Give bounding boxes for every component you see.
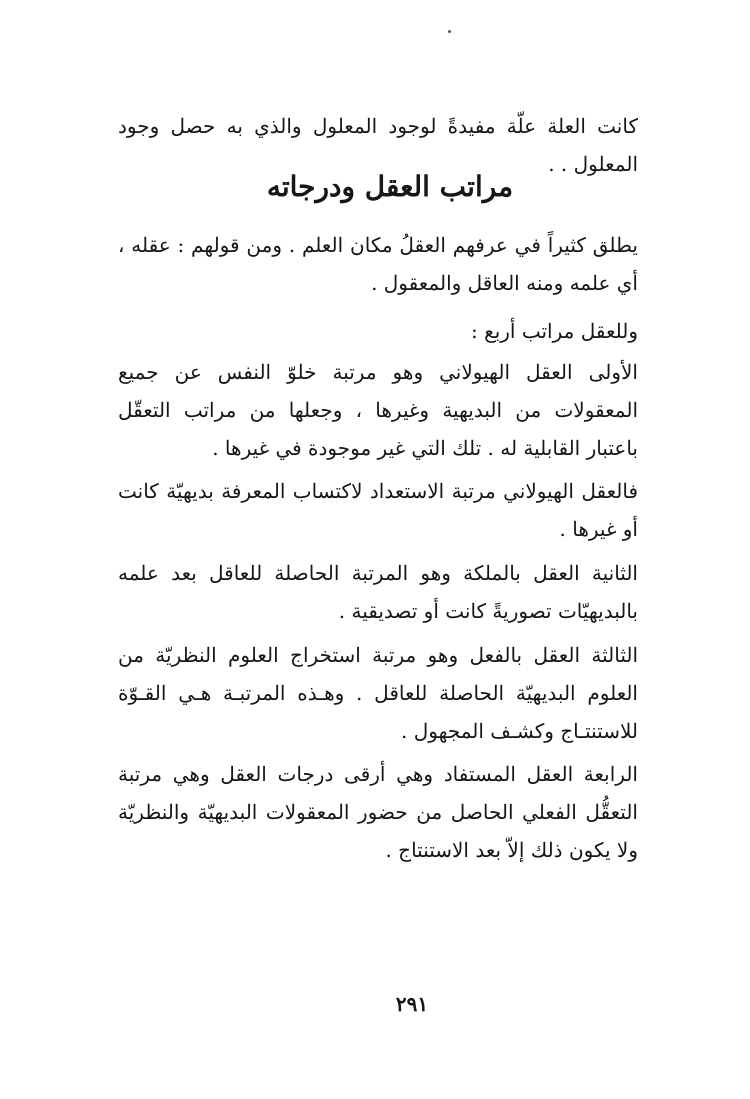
paragraph-fourth-level: الرابعة العقل المستفاد وهي أرقى درجات العقل وهي مرتبة التعقُّل الفعلي الحاصل من حضور المعقولات البديهيّة والنظريّة ولا يكون ذلك إلاّ بعد الاستنتاج . bbox=[118, 762, 638, 862]
continued-text-line: كانت العلة علّة مفيدةً لوجود المعلول والذي به حصل وجود المعلول . . bbox=[118, 114, 638, 176]
paragraph-first-level: الأولى العقل الهيولاني وهو مرتبة خلوّ النفس عن جميع المعقولات من البديهية وغيرها ، وجعلها من مراتب التعقّل باعتبار القابلية له . تلك التي غير موجودة في غيرها . bbox=[118, 360, 638, 460]
scan-speck bbox=[448, 30, 451, 33]
paragraph-first-level-note: فالعقل الهيولاني مرتبة الاستعداد لاكتساب المعرفة بديهيّة كانت أو غيرها . bbox=[118, 479, 638, 541]
paragraph-intro: وللعقل مراتب أربع : bbox=[470, 319, 638, 343]
paragraph-third-level: الثالثة العقل بالفعل وهو مرتبة استخراج العلوم النظريّة من العلوم البديهيّة الحاصلة للعاقل . وهـذه المرتبـة هـي القـوّة للاستنتـاج وكشـف المجهول . bbox=[118, 643, 638, 743]
section-heading: مراتب العقل ودرجاته bbox=[266, 170, 514, 203]
page-number: ٢٩١ bbox=[395, 992, 429, 1016]
paragraph-definition: يطلق كثيراً في عرفهم العقلُ مكان العلم . ومن قولهم : عقله ، أي علمه ومنه العاقل والمعقول . bbox=[118, 233, 638, 295]
paragraph-second-level: الثانية العقل بالملكة وهو المرتبة الحاصلة للعاقل بعد علمه بالبديهيّات تصوريةً كانت أو تصديقية . bbox=[118, 561, 638, 623]
